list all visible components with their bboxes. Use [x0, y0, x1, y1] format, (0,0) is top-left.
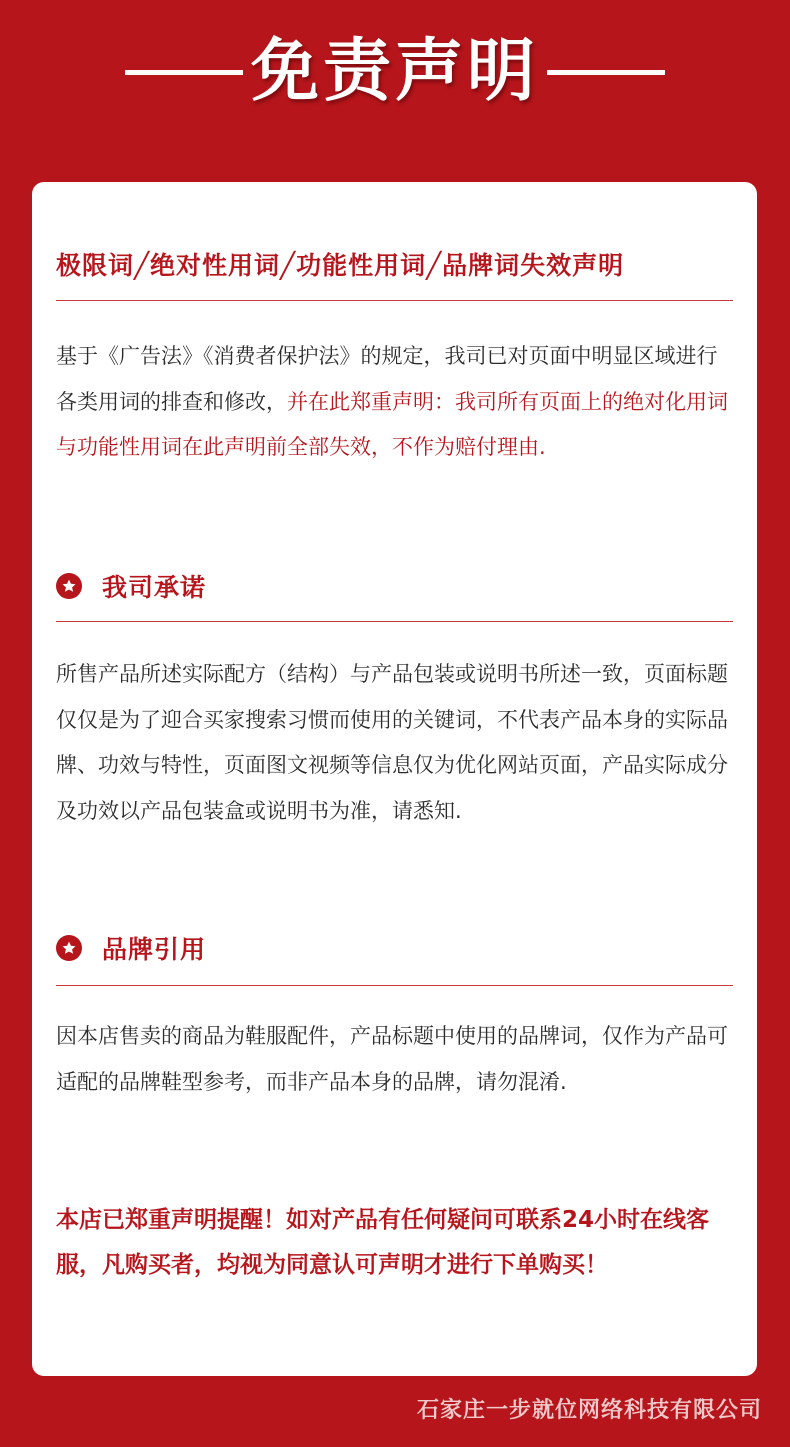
page-title: 免责声明 — [250, 32, 539, 111]
disclaimer-paragraph — [56, 334, 733, 471]
section-header-brand — [56, 928, 206, 968]
title-right-line — [547, 70, 665, 75]
divider — [56, 621, 733, 622]
section-title-brand: 品牌引用 — [102, 935, 207, 964]
disclaimer-heading: 极限词╱绝对性用词╱功能性用词╱品牌词失效声明 — [56, 251, 625, 280]
final-notice: 本店已郑重声明提醒！如对产品有任何疑问可联系24小时在线客服，凡购买者，均视为同意认可声明才进行下单购买！ — [56, 1207, 710, 1278]
star-icon — [56, 935, 82, 961]
disclaimer-emphasis-text: 并在此郑重声明：我司所有页面上的绝对化用词与功能性用词在此声明前全部失效，不作为赔付理由. — [56, 389, 728, 459]
divider — [56, 300, 733, 301]
title-left-line — [125, 70, 243, 75]
company-name: 石家庄一步就位网络科技有限公司 — [416, 1398, 762, 1423]
section-title-commitment: 我司承诺 — [102, 573, 207, 602]
page-header — [0, 22, 790, 122]
divider — [56, 985, 733, 986]
disclaimer-card — [32, 182, 757, 1376]
section-header-commitment — [56, 566, 206, 606]
star-icon — [56, 573, 82, 599]
commitment-paragraph: 所售产品所述实际配方（结构）与产品包装或说明书所述一致，页面标题仅仅是为了迎合买家搜索习惯而使用的关键词，不代表产品本身的实际品牌、功效与特性，页面图文视频等信息仅为优化网站页面，产品实际成分及功效以产品包装盒或说明书为准，请悉知. — [56, 662, 728, 823]
brand-paragraph: 因本店售卖的商品为鞋服配件，产品标题中使用的品牌词，仅作为产品可适配的品牌鞋型参考，而非产品本身的品牌，请勿混淆. — [56, 1024, 728, 1094]
disclaimer-body-text: 基于《广告法》《消费者保护法》的规定，我司已对页面中明显区域进行各类用词的排查和修改， — [56, 344, 718, 414]
